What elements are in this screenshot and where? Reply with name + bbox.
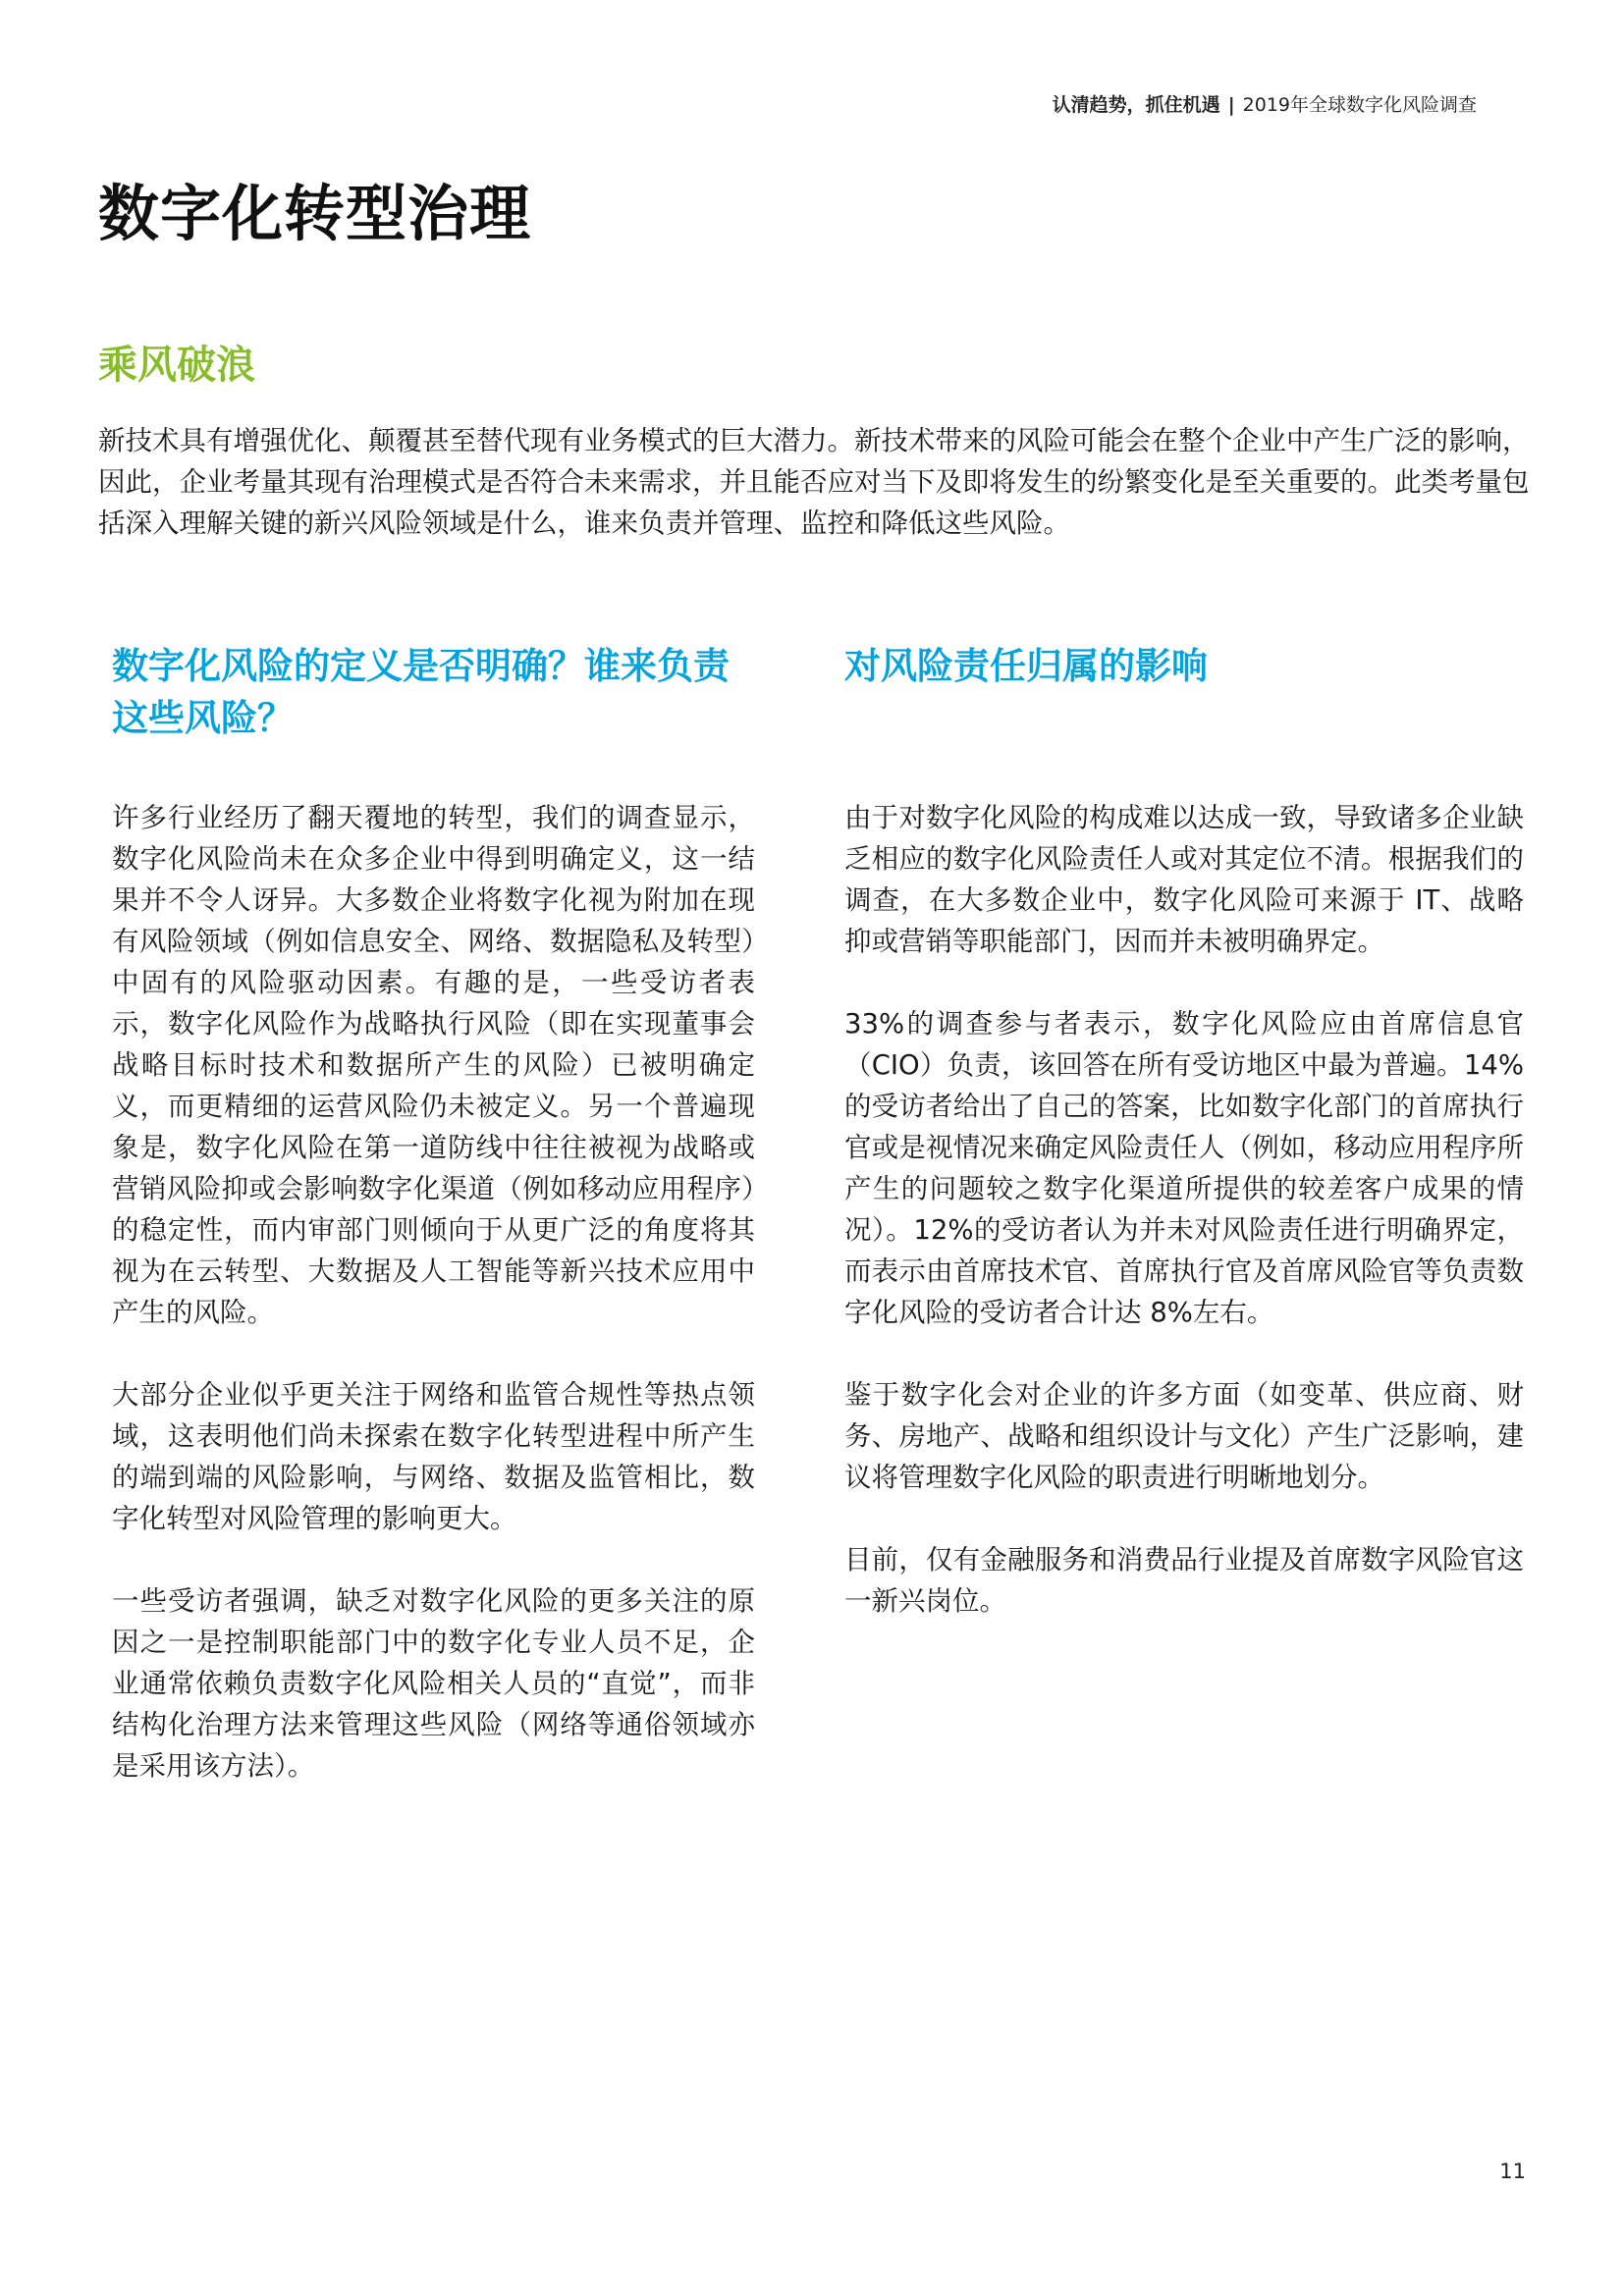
right-paragraph-4: 目前，仅有金融服务和消费品行业提及首席数字风险官这一新兴岗位。 <box>844 1544 1524 1617</box>
right-paragraph-3: 鉴于数字化会对企业的许多方面（如变革、供应商、财务、房地产、战略和组织设计与文化）产生广泛影响，建议将管理数字化风险的职责进行明晰地划分。 <box>844 1379 1524 1493</box>
right-paragraph-2: 33%的调查参与者表示，数字化风险应由首席信息官（CIO）负责，该回答在所有受访地区中最为普遍。14%的受访者给出了自己的答案，比如数字化部门的首席执行官或是视情况来确定风险责任人（例如，移动应用程序所产生的问题较之数字化渠道所提供的较差客户成果的情况）。12%的受访者认为并未对风险责任进行明确界定，而表示由首席技术官、首席执行官及首席风险官等负责数字化风险的受访者合计达 8%左右。 <box>844 1008 1524 1328</box>
left-column-body <box>112 797 755 1787</box>
header-separator: | <box>1227 94 1235 116</box>
right-paragraph-1: 由于对数字化风险的构成难以达成一致，导致诸多企业缺乏相应的数字化风险责任人或对其定位不清。根据我们的调查，在大多数企业中，数字化风险可来源于 IT、战略抑或营销等职能部门，因而并未被明确界定。 <box>844 802 1524 957</box>
left-column-heading: 数字化风险的定义是否明确？谁来负责这些风险？ <box>112 645 730 739</box>
header-tagline: 认清趋势，抓住机遇 <box>1052 94 1220 116</box>
right-column-body <box>844 797 1524 1622</box>
header-report-title: 2019年全球数字化风险调查 <box>1242 94 1477 116</box>
left-paragraph-2: 大部分企业似乎更关注于网络和监管合规性等热点领域，这表明他们尚未探索在数字化转型进程中所产生的端到端的风险影响，与网络、数据及监管相比，数字化转型对风险管理的影响更大。 <box>112 1379 755 1534</box>
page-number: 11 <box>1499 2160 1526 2183</box>
left-paragraph-1: 许多行业经历了翻天覆地的转型，我们的调查显示，数字化风险尚未在众多企业中得到明确定义，这一结果并不令人讶异。大多数企业将数字化视为附加在现有风险领域（例如信息安全、网络、数据隐私及转型）中固有的风险驱动因素。有趣的是，一些受访者表示，数字化风险作为战略执行风险（即在实现董事会战略目标时技术和数据所产生的风险）已被明确定义，而更精细的运营风险仍未被定义。另一个普遍现象是，数字化风险在第一道防线中往往被视为战略或营销风险抑或会影响数字化渠道（例如移动应用程序）的稳定性，而内审部门则倾向于从更广泛的角度将其视为在云转型、大数据及人工智能等新兴技术应用中产生的风险。 <box>112 802 755 1328</box>
intro-paragraph: 新技术具有增强优化、颠覆甚至替代现有业务模式的巨大潜力。新技术带来的风险可能会在整个企业中产生广泛的影响，因此，企业考量其现有治理模式是否符合未来需求，并且能否应对当下及即将发生的纷繁变化是至关重要的。此类考量包括深入理解关键的新兴风险领域是什么，谁来负责并管理、监控和降低这些风险。 <box>98 425 1530 539</box>
page-title: 数字化转型治理 <box>98 178 532 249</box>
left-column <box>112 640 755 1828</box>
section-title: 乘风破浪 <box>98 343 255 388</box>
right-column-heading: 对风险责任归属的影响 <box>844 645 1208 687</box>
left-paragraph-3: 一些受访者强调，缺乏对数字化风险的更多关注的原因之一是控制职能部门中的数字化专业人员不足，企业通常依赖负责数字化风险相关人员的“直觉”，而非结构化治理方法来管理这些风险（网络等通俗领域亦是采用该方法）。 <box>112 1585 755 1782</box>
right-column <box>844 640 1524 1663</box>
running-header <box>1053 90 1477 117</box>
